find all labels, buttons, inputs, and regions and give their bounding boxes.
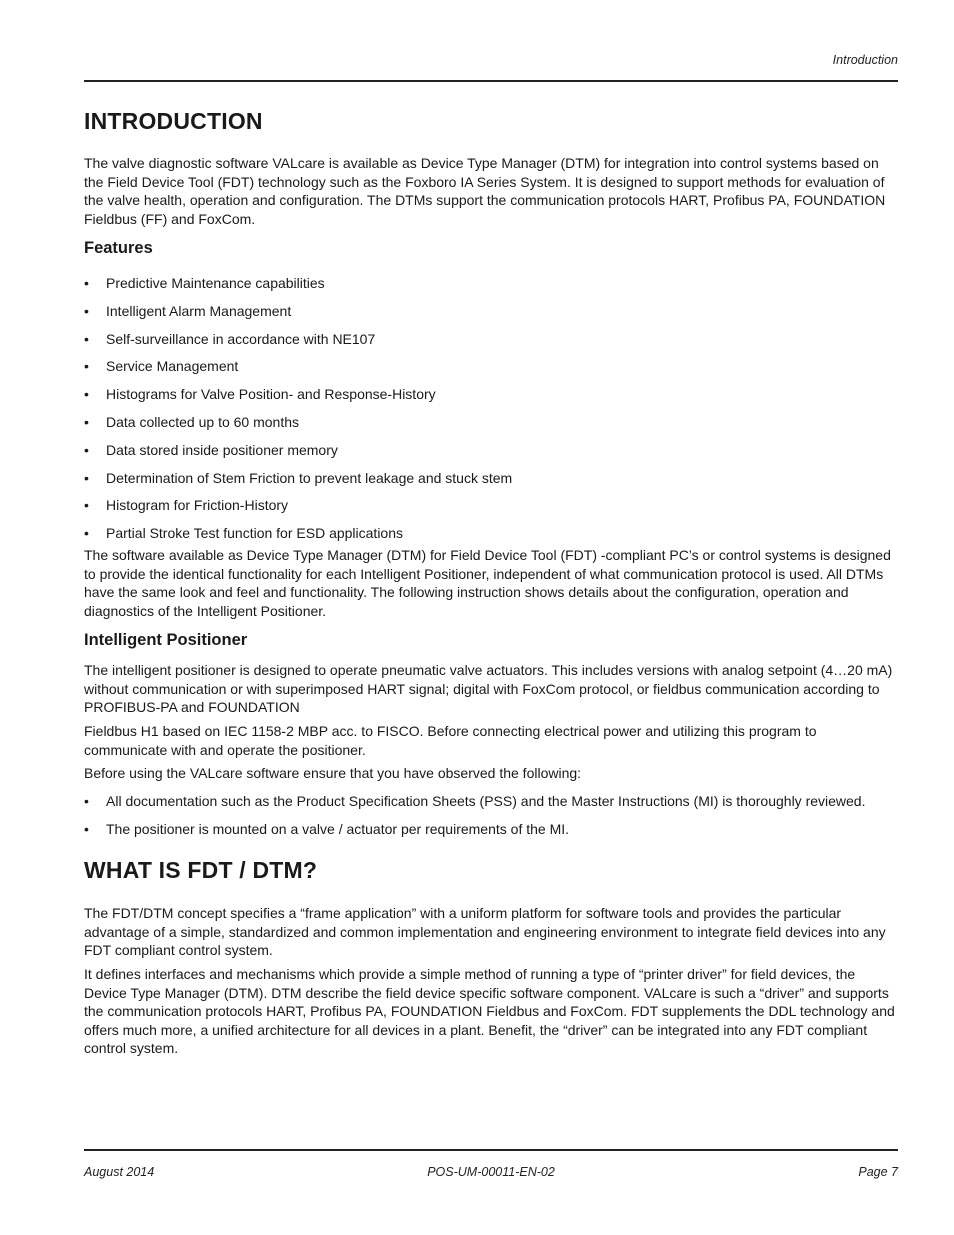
running-header-title: Introduction xyxy=(832,53,898,67)
intelligent-positioner-heading: Intelligent Positioner xyxy=(84,631,248,649)
bullet-icon: • xyxy=(84,793,89,809)
list-item: • The positioner is mounted on a valve / actuator per requirements of the MI. xyxy=(84,820,570,837)
list-item: • Self-surveillance in accordance with NE107 xyxy=(84,330,376,347)
positioner-paragraph-1: The intelligent positioner is designed to operate pneumatic valve actuators. This includes versions with analog setpoint (4…20 mA) without communication or with superimposed HART signal; digital with FoxCom protocol, or fieldbus communication according to PROFIBUS-PA and FOUNDATION xyxy=(84,662,893,716)
footer-date: August 2014 xyxy=(84,1165,155,1179)
intro-paragraph: The valve diagnostic software VALcare is available as Device Type Manager (DTM) for integration into control systems based on the Field Device Tool (FDT) technology such as the Foxboro IA Series System. It is designed to support methods for evaluation of the valve health, operation and configuration. The DTMs support the communication protocols HART, Profibus PA, FOUNDATION Fieldbus (FF) and FoxCom. xyxy=(84,155,886,227)
list-item: • Intelligent Alarm Management xyxy=(84,302,292,319)
list-item: • Determination of Stem Friction to prevent leakage and stuck stem xyxy=(84,469,513,486)
footer-page-number: Page 7 xyxy=(858,1165,898,1179)
list-item: • Histograms for Valve Position- and Response-History xyxy=(84,386,436,403)
list-item: • Histogram for Friction-History xyxy=(84,497,289,514)
list-item: • Partial Stroke Test function for ESD applications xyxy=(84,525,404,542)
list-item: • Data collected up to 60 months xyxy=(84,413,300,430)
checklist xyxy=(84,792,898,838)
bullet-icon: • xyxy=(84,441,89,458)
list-item: • All documentation such as the Product Specification Sheets (PSS) and the Master Instructions (MI) is thoroughly reviewed. xyxy=(84,793,866,809)
positioner-paragraph-3: Before using the VALcare software ensure that you have observed the following: xyxy=(84,765,582,781)
section-title-introduction: INTRODUCTION xyxy=(84,108,263,134)
bullet-icon: • xyxy=(84,497,89,514)
bullet-icon: • xyxy=(84,469,89,486)
fdt-paragraph-1: The FDT/DTM concept specifies a “frame application” with a uniform platform for software tools and provides the particular advantage of a simple, standardized and common implementation and engineering environment to integrate field devices into any FDT compliant control system. xyxy=(84,905,886,959)
section-title-fdt-dtm: WHAT IS FDT / DTM? xyxy=(84,857,318,883)
footer-doc-number: POS-UM-00011-EN-02 xyxy=(427,1165,555,1179)
list-item: • Service Management xyxy=(84,358,239,375)
bullet-icon: • xyxy=(84,330,89,347)
header-rule xyxy=(84,80,898,82)
software-paragraph: The software available as Device Type Manager (DTM) for Field Device Tool (FDT) -compliant PC’s or control systems is designed to provide the identical functionality for each Intelligent Positioner, independent of what communication protocol is used. All DTMs have the same look and feel and functionality. The following instruction shows details about the configuration, operation and diagnostics of the Intelligent Positioner. xyxy=(84,547,891,619)
fdt-paragraph-2: It defines interfaces and mechanisms which provide a simple method of running a type of “printer driver” for field devices, the Device Type Manager (DTM). DTM describe the field device specific software component. VALcare is such a “driver” and supports the communication protocols HART, Profibus PA, FOUNDATION Fieldbus and FoxCom. FDT supplements the DDL technology and offers much more, a unified architecture for all devices in a plant. Benefit, the “driver” can be integrated into any FDT compliant control system. xyxy=(84,966,895,1057)
footer-rule xyxy=(84,1149,898,1151)
bullet-icon: • xyxy=(84,386,89,403)
bullet-icon: • xyxy=(84,413,89,430)
list-item: • Data stored inside positioner memory xyxy=(84,441,338,458)
bullet-icon: • xyxy=(84,358,89,375)
features-heading: Features xyxy=(84,239,153,257)
positioner-paragraph-2: Fieldbus H1 based on IEC 1158-2 MBP acc. to FISCO. Before connecting electrical power and utilizing this program to communicate with and operate the positioner. xyxy=(84,723,817,758)
bullet-icon: • xyxy=(84,820,89,837)
bullet-icon: • xyxy=(84,275,89,291)
features-list xyxy=(84,274,898,543)
list-item: • Predictive Maintenance capabilities xyxy=(84,275,325,291)
bullet-icon: • xyxy=(84,525,89,542)
bullet-icon: • xyxy=(84,302,89,319)
